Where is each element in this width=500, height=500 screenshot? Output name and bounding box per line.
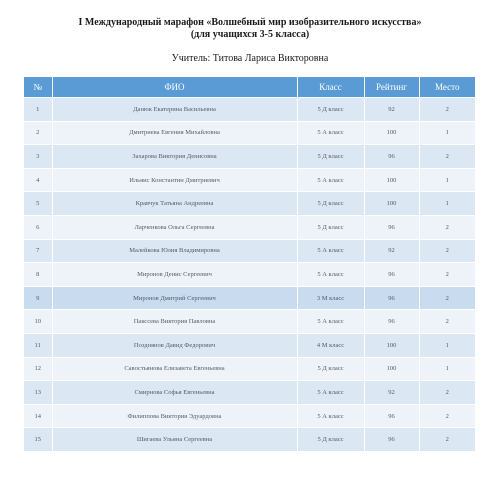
cell-class: 5 Д класс [297, 215, 364, 239]
cell-place: 2 [419, 428, 475, 451]
cell-rating: 92 [364, 98, 419, 122]
cell-rating: 96 [364, 145, 419, 169]
cell-number: 2 [24, 121, 52, 145]
cell-number: 9 [24, 286, 52, 310]
table-row [24, 404, 475, 428]
table-row [24, 121, 475, 145]
cell-rating: 96 [364, 215, 419, 239]
cell-place: 2 [419, 381, 475, 405]
cell-place: 2 [419, 215, 475, 239]
column-header-class: Класс [297, 77, 364, 98]
cell-number: 14 [24, 404, 52, 428]
cell-name: Кравчук Татьяна Андреевна [52, 192, 297, 216]
cell-number: 6 [24, 215, 52, 239]
table-row [24, 239, 475, 263]
cell-name: Савостьянова Елизавета Евгеньевна [52, 357, 297, 381]
cell-rating: 96 [364, 404, 419, 428]
document-title: I Международный марафон «Волшебный мир изобразительного искусства» [78, 17, 422, 28]
table-row [24, 145, 475, 169]
cell-rating: 100 [364, 168, 419, 192]
cell-rating: 96 [364, 428, 419, 451]
table-row [24, 286, 475, 310]
teacher-line: Учитель: Титова Лариса Викторовна [171, 53, 329, 64]
cell-place: 2 [419, 286, 475, 310]
cell-rating: 96 [364, 263, 419, 287]
cell-rating: 100 [364, 357, 419, 381]
cell-name: Данюк Екатерина Васильевна [52, 98, 297, 122]
table-row [24, 98, 475, 122]
table-header-row [24, 77, 475, 98]
cell-place: 1 [419, 357, 475, 381]
cell-name: Ларченкова Ольга Сергеевна [52, 215, 297, 239]
cell-class: 5 А класс [297, 381, 364, 405]
cell-number: 12 [24, 357, 52, 381]
table-row [24, 263, 475, 287]
cell-number: 7 [24, 239, 52, 263]
cell-class: 3 М класс [297, 286, 364, 310]
table-row [24, 357, 475, 381]
column-header-name: ФИО [52, 77, 297, 98]
table-row [24, 215, 475, 239]
cell-class: 4 М класс [297, 333, 364, 357]
cell-rating: 100 [364, 121, 419, 145]
cell-place: 2 [419, 310, 475, 334]
cell-class: 5 А класс [297, 168, 364, 192]
table-row [24, 310, 475, 334]
cell-number: 1 [24, 98, 52, 122]
cell-place: 1 [419, 121, 475, 145]
table-row [24, 168, 475, 192]
cell-number: 13 [24, 381, 52, 405]
cell-number: 10 [24, 310, 52, 334]
cell-class: 5 А класс [297, 310, 364, 334]
table-row [24, 192, 475, 216]
cell-place: 2 [419, 404, 475, 428]
cell-class: 5 Д класс [297, 357, 364, 381]
results-table [24, 77, 475, 451]
cell-rating: 100 [364, 333, 419, 357]
cell-number: 8 [24, 263, 52, 287]
cell-class: 5 А класс [297, 121, 364, 145]
cell-name: Шигаева Ульяна Сергеевна [52, 428, 297, 451]
cell-class: 5 А класс [297, 239, 364, 263]
table-row [24, 428, 475, 451]
cell-number: 4 [24, 168, 52, 192]
cell-number: 15 [24, 428, 52, 451]
cell-name: Малейкова Юлия Владимировна [52, 239, 297, 263]
cell-place: 1 [419, 192, 475, 216]
cell-name: Филиппова Виктория Эдуардовна [52, 404, 297, 428]
cell-rating: 96 [364, 286, 419, 310]
cell-place: 2 [419, 145, 475, 169]
cell-place: 1 [419, 168, 475, 192]
cell-class: 5 А класс [297, 263, 364, 287]
cell-place: 1 [419, 333, 475, 357]
cell-rating: 96 [364, 310, 419, 334]
table-row [24, 381, 475, 405]
cell-class: 5 Д класс [297, 145, 364, 169]
cell-place: 2 [419, 98, 475, 122]
cell-class: 5 Д класс [297, 428, 364, 451]
cell-name: Ильяис Константин Дмитриевич [52, 168, 297, 192]
cell-name: Пакссева Виктория Павловна [52, 310, 297, 334]
cell-number: 11 [24, 333, 52, 357]
document-subtitle: (для учащихся 3-5 класса) [190, 29, 310, 40]
cell-number: 5 [24, 192, 52, 216]
cell-place: 2 [419, 239, 475, 263]
cell-name: Позднянов Давид Федорович [52, 333, 297, 357]
cell-name: Миронов Дмитрий Сергеевич [52, 286, 297, 310]
cell-name: Дмитриева Евгения Михайловна [52, 121, 297, 145]
table-row [24, 333, 475, 357]
cell-class: 5 Д класс [297, 192, 364, 216]
cell-rating: 92 [364, 239, 419, 263]
column-header-place: Место [419, 77, 475, 98]
cell-name: Смирнова Софья Евгеньевна [52, 381, 297, 405]
cell-name: Захарова Виктория Денисовна [52, 145, 297, 169]
cell-class: 5 А класс [297, 404, 364, 428]
cell-name: Миронов Денис Сергеевич [52, 263, 297, 287]
cell-place: 2 [419, 263, 475, 287]
column-header-rating: Рейтинг [364, 77, 419, 98]
cell-number: 3 [24, 145, 52, 169]
cell-rating: 100 [364, 192, 419, 216]
column-header-number: № [24, 77, 52, 98]
cell-class: 5 Д класс [297, 98, 364, 122]
cell-rating: 92 [364, 381, 419, 405]
